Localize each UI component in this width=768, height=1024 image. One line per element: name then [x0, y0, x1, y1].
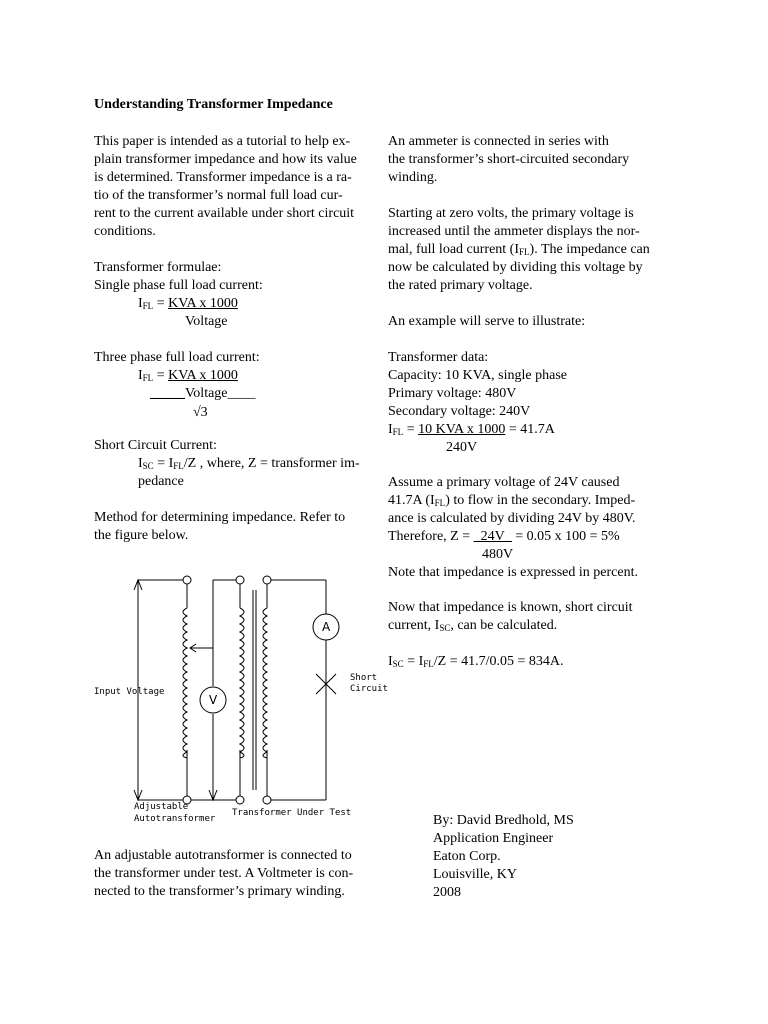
transformer-under-test-label: Transformer Under Test	[232, 808, 352, 818]
sqrt3-symbol: √3	[193, 405, 208, 420]
primary-bottom-terminal	[236, 796, 244, 804]
secondary-top-terminal	[263, 576, 271, 584]
primary-voltage: Primary voltage: 480V	[388, 386, 517, 401]
circuit-label: Circuit	[350, 684, 388, 694]
example-intro: An example will serve to illustrate:	[388, 314, 586, 329]
ifl-calculation-denominator: 240V	[446, 440, 478, 455]
now-line-1: Now that impedance is known, short circuit	[388, 600, 633, 615]
after-figure-line-2: the transformer under test. A Voltmeter is con-	[94, 866, 354, 881]
note-line: Note that impedance is expressed in percent.	[388, 565, 638, 580]
single-phase-label: Single phase full load current:	[94, 278, 263, 293]
assume-line-1: Assume a primary voltage of 24V caused	[388, 475, 620, 490]
isc-final-calculation: $I_{SC} = I_{FL}/Z = 41.7/0.05 = 834A$.	[388, 654, 564, 669]
three-phase-label: Three phase full load current:	[94, 350, 260, 365]
capacity: Capacity: 10 KVA, single phase	[388, 368, 567, 383]
assume-line-3: ance is calculated by dividing 24V by 480V.	[388, 511, 636, 526]
intro-line-2: plain transformer impedance and how its value	[94, 152, 357, 167]
secondary-bottom-terminal	[263, 796, 271, 804]
method-line-1: Method for determining impedance. Refer to	[94, 510, 346, 525]
method-line-2: the figure below.	[94, 528, 189, 543]
starting-para-2: increased until the ammeter displays the nor-	[388, 224, 640, 239]
ammeter-para-2: the transformer’s short-circuited secondary	[388, 152, 630, 167]
three-phase-formula: $I_{FL}$ = KVA x 1000	[138, 368, 238, 383]
secondary-coil	[263, 608, 267, 758]
autotransformer-coil	[183, 608, 187, 758]
short-circuit-formula-cont: pedance	[138, 474, 184, 489]
intro-line-4: tio of the transformer’s normal full load cur-	[94, 188, 343, 203]
author-by: By: David Bredhold, MS	[433, 813, 574, 828]
voltmeter-symbol: V	[209, 693, 218, 707]
intro-line-1: This paper is intended as a tutorial to help ex-	[94, 134, 351, 149]
secondary-voltage: Secondary voltage: 240V	[388, 404, 531, 419]
data-heading: Transformer data:	[388, 350, 489, 365]
short-circuit-formula: $I_{SC} = I_{FL}/Z$ , where, Z = transformer im-	[138, 456, 360, 471]
intro-line-5: rent to the current available under short circuit	[94, 206, 355, 221]
formulae-heading: Transformer formulae:	[94, 260, 222, 275]
assume-line-2: 41.7A $(I_{FL})$ to flow in the secondary. Imped-	[388, 493, 636, 508]
autotransformer-label: Autotransformer	[134, 814, 216, 824]
document-title: Understanding Transformer Impedance	[94, 97, 333, 112]
starting-para-1: Starting at zero volts, the primary voltage is	[388, 206, 634, 221]
therefore-denominator: 480V	[482, 547, 514, 562]
ammeter-para-1: An ammeter is connected in series with	[388, 134, 609, 149]
primary-coil	[240, 608, 244, 758]
starting-para-3: mal, full load current $(I_{FL})$. The impedance can	[388, 242, 650, 257]
primary-top-terminal	[236, 576, 244, 584]
three-phase-denominator: _____Voltage____	[150, 386, 256, 401]
author-role: Application Engineer	[433, 831, 554, 846]
single-phase-denominator: Voltage	[185, 314, 228, 329]
ifl-calculation: $I_{FL} = 10$ KVA x 1000 = 41.7A	[388, 422, 555, 437]
circuit-diagram-svg	[90, 568, 390, 830]
auto-top-terminal	[183, 576, 191, 584]
author-year: 2008	[433, 885, 461, 900]
single-phase-formula: $I_{FL}$ = KVA x 1000	[138, 296, 238, 311]
short-circuit-label: Short Circuit Current:	[94, 438, 217, 453]
after-figure-line-3: nected to the transformer’s primary winding.	[94, 884, 345, 899]
short-label: Short	[350, 673, 378, 683]
therefore-line: Therefore, Z = _24V_ = 0.05 x 100 = 5%	[388, 529, 620, 544]
author-company: Eaton Corp.	[433, 849, 501, 864]
intro-line-3: is determined. Transformer impedance is a ra-	[94, 170, 352, 185]
ammeter-symbol: A	[322, 620, 331, 634]
after-figure-line-1: An adjustable autotransformer is connected to	[94, 848, 352, 863]
input-voltage-label: Input Voltage	[94, 687, 165, 697]
intro-line-6: conditions.	[94, 224, 156, 239]
author-city: Louisville, KY	[433, 867, 517, 882]
starting-para-4: now be calculated by dividing this voltage by	[388, 260, 643, 275]
now-line-2: current, $I_{SC}$, can be calculated.	[388, 618, 558, 633]
adjustable-label: Adjustable	[134, 802, 189, 812]
circuit-figure	[90, 568, 390, 830]
starting-para-5: the rated primary voltage.	[388, 278, 533, 293]
ammeter-para-3: winding.	[388, 170, 438, 185]
